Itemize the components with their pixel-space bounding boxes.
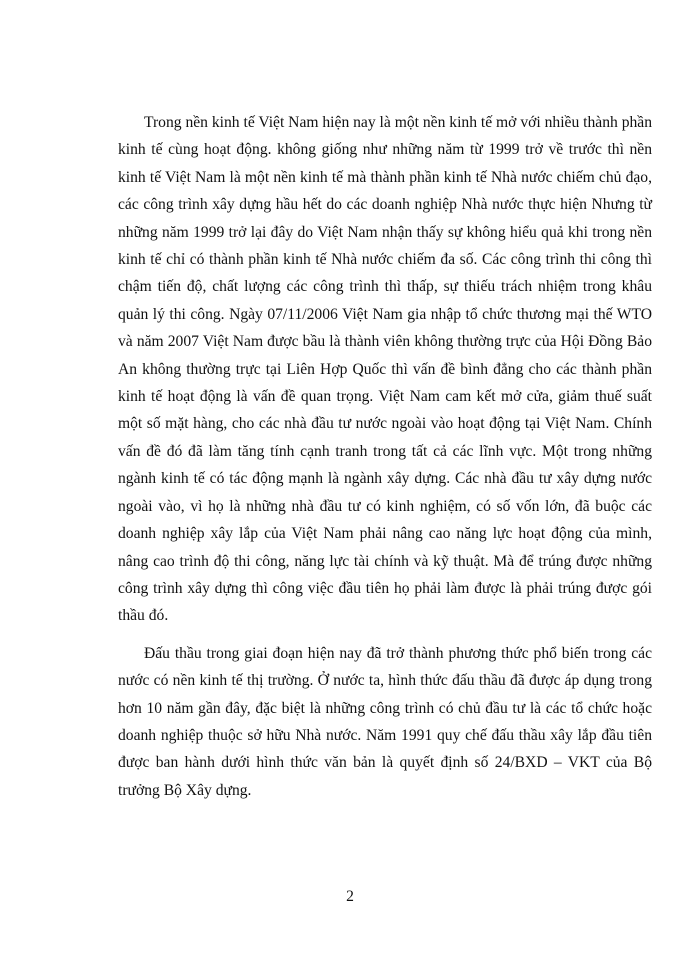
document-body [118,109,652,804]
page-number: 2 [346,888,354,905]
paragraph-1: Trong nền kinh tế Việt Nam hiện nay là một nền kinh tế mở với nhiều thành phần kinh tế cùng hoạt động. không giống như những năm từ 1999 trở về trước thì nền kinh tế Việt Nam là một nền kinh tế mà thành phần kinh tế Nhà nước chiếm chủ đạo, các công trình xây dựng hầu hết do các doanh nghiệp Nhà nước thực hiện Nhưng từ những năm 1999 trở lại đây do Việt Nam nhận thấy sự không hiểu quả khi trong nền kinh tế chỉ có thành phần kinh tế Nhà nước chiếm đa số. Các công trình thi công thì chậm tiến độ, chất lượng các công trình thì thấp, sự thiếu trách nhiệm trong khâu quản lý thi công. Ngày 07/11/2006 Việt Nam gia nhập tổ chức thương mại thế WTO và năm 2007 Việt Nam được bầu là thành viên không thường trực của Hội Đồng Bảo An không thường trực tại Liên Hợp Quốc thì vấn đề bình đẳng cho các thành phần kinh tế hoạt động là vấn đề quan trọng. Việt Nam cam kết mở cửa, giảm thuế suất một số mặt hàng, cho các nhà đầu tư nước ngoài vào hoạt động tại Việt Nam. Chính vấn đề đó đã làm tăng tính cạnh tranh trong tất cả các lĩnh vực. Một trong những ngành kinh tế có tác động mạnh là ngành xây dựng. Các nhà đầu tư xây dựng nước ngoài vào, vì họ là những nhà đầu tư có kinh nghiệm, có số vốn lớn, đã buộc các doanh nghiệp xây lắp của Việt Nam phải nâng cao năng lực hoạt động của mình, nâng cao trình độ thi công, năng lực tài chính và kỹ thuật. Mà để trúng được những công trình xây dựng thì công việc đầu tiên họ phải làm được là phải trúng được gói thầu đó. [118,114,652,625]
paragraph-2: Đấu thầu trong giai đoạn hiện nay đã trở thành phương thức phổ biến trong các nước có nền kinh tế thị trường. Ở nước ta, hình thức đấu thầu đã được áp dụng trong hơn 10 năm gần đây, đặc biệt là những công trình có chủ đầu tư là các tổ chức hoặc doanh nghiệp thuộc sở hữu Nhà nước. Năm 1991 quy chế đấu thầu xây lắp đầu tiên được ban hành dưới hình thức văn bản là quyết định số 24/BXD – VKT của Bộ trưởng Bộ Xây dựng. [118,644,652,799]
